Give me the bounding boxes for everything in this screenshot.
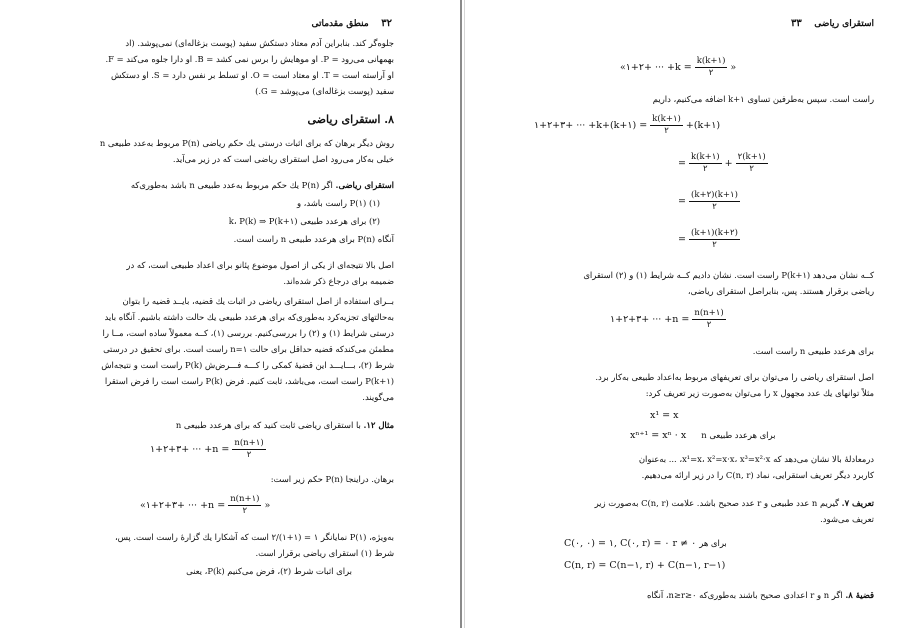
left-header-title: منطق مقدماتی <box>311 19 369 29</box>
conclusion-equation-fraction <box>692 308 725 331</box>
equation-2-tail: » <box>264 500 271 511</box>
chain-line-3: = $\frac{(k+۲)(k+۱)}{۲}$ <box>678 190 738 212</box>
last-line: برای اثبات شرط (۲)، فرض می‌کنیم P(k)، یعنی <box>186 566 352 576</box>
fraction-denominator: ۲ <box>706 320 712 330</box>
condition-1: (۱) P(۱) راست باشد، و <box>296 198 380 208</box>
definition-label: تعریف ۷. <box>841 498 874 508</box>
top-equation-fraction <box>695 56 728 79</box>
chain-1-lhs: ۱+۲+۳+ ··· +k+(k+۱) = <box>534 120 648 131</box>
equation-2-lhs: «۱+۲+۳+ ··· +n = <box>140 500 226 511</box>
right-header <box>791 18 874 29</box>
conclusion-equation-lhs: ۱+۲+۳+ ··· +n = <box>610 314 690 325</box>
c-definition-1 <box>564 538 727 549</box>
para2-line: شرط (۲)، بـــایـــد این قضیهٔ کمکی را کـــه فـــرض‌ش P(k) راست است و نتیجه‌اش <box>101 360 394 370</box>
principle-label: استقرای ریاضی. <box>335 180 394 190</box>
fraction-numerator: (k+۱)(k+۲) <box>691 228 738 238</box>
fraction-denominator: ۲ <box>703 164 708 174</box>
equation-1 <box>150 438 266 461</box>
top-equation-tail: » <box>730 62 737 73</box>
para2-line: درستی شرایط (۱) و (۲) را بررسی‌کنیم. بررسی (۱)، کــه معمولاً ساده است، مــا را <box>102 328 394 338</box>
gutter-edge <box>464 0 465 628</box>
example <box>176 420 394 430</box>
book-gutter <box>452 0 470 628</box>
fraction-numerator: ۲(k+۱) <box>737 152 766 162</box>
fraction-denominator: ۲ <box>712 240 717 250</box>
fraction-numerator: k(k+۱) <box>691 152 720 162</box>
definition-text-2: تعریف می‌شود. <box>820 514 874 524</box>
intro-line: سفید (پوست بزغاله‌ای) می‌پوشد = G.) <box>255 86 394 96</box>
para2-line: مطمئن می‌کندکه قضیه حداقل برای حالت n=۱ راست است. برای تحقیق در درستی <box>103 344 394 354</box>
theorem <box>647 590 874 600</box>
fraction-denominator: ۲ <box>749 164 754 174</box>
equation-2 <box>140 494 270 517</box>
fraction-numerator: n(n+۱) <box>234 438 264 448</box>
section-title: ۸. استقرای ریاضی <box>307 113 394 126</box>
right-page <box>470 0 914 628</box>
para2-line: می‌گویند. <box>362 392 394 402</box>
chain-1-fraction <box>650 114 683 137</box>
para1-line: ضمیمه برای درجاع ذکر شده‌اند. <box>283 276 394 286</box>
fraction-numerator: k(k+۱) <box>696 56 726 66</box>
pow-para-line: درمعادلهٔ بالا نشان می‌دهد که x¹=x، x²=x·x، x³=x²·x، ... به‌عنوان <box>638 454 874 464</box>
fraction-denominator: ۲ <box>246 450 252 460</box>
fraction-numerator: k(k+۱) <box>652 114 681 124</box>
right-page-number: ۳۳ <box>791 18 802 29</box>
para2-line: به‌حالتهای تجزیه‌کرد به‌طوری‌که برای هرعدد طبیعی یك حالت داشته باشیم. آنگاه باید <box>104 312 394 322</box>
power-def-2 <box>630 430 775 441</box>
last-line: به‌ویژه، P(۱) نمایانگر ۱ = (۱+۱)/۲ است که آشکارا یك گزارهٔ راست است. پس، <box>114 532 394 542</box>
theorem-label: قضیهٔ ۸. <box>845 590 874 600</box>
c-definition-1-text: برای هر <box>699 538 727 548</box>
gutter-shadow <box>460 0 462 628</box>
equation-1-lhs: ۱+۲+۳+ ··· +n = <box>150 444 230 455</box>
chain-4-fraction <box>689 228 740 251</box>
last-line: شرط (۱) استقرای ریاضی برقرار است. <box>255 548 394 558</box>
power-def-1: x¹ = x <box>650 410 679 421</box>
conclusion-equation <box>610 308 726 331</box>
condition-2-text: (۲) برای هرعدد طبیعی k، <box>228 216 380 226</box>
c-definition-2: C(n, r) = C(n−۱, r) + C(n−۱, r−۱) <box>564 560 726 571</box>
theorem-text: اگر n و r اعدادی صحیح باشند به‌طوری‌که n≥r≥۰، آنگاه <box>646 590 843 600</box>
fraction-denominator: ۲ <box>708 68 714 78</box>
principle-text: اگر P(n) یك حکم مربوط به‌عدد طبیعی n باشد به‌طوری‌که <box>130 180 333 190</box>
conclusion-line: برای هرعدد طبیعی n راست است. <box>752 346 874 356</box>
para1-line: اصل بالا نتیجه‌ای از یکی از اصول موضوع پئانو برای اعداد طبیعی است، که در <box>126 260 394 270</box>
left-header <box>311 18 392 29</box>
left-page-number: ۳۲ <box>381 18 392 29</box>
chain-2-fraction-a <box>689 152 722 175</box>
chain-line-2: = $\frac{k(k+۱)}{۲}$ + $\frac{۲(k+۱)}{۲}$ <box>678 152 766 174</box>
section-intro-line: روش دیگر برهان که برای اثبات درستی یك حکم ریاضی P(n) مربوط به‌عدد طبیعی n <box>99 138 394 148</box>
power-def-2-text: برای هرعدد طبیعی n <box>701 430 776 440</box>
intro-line: بهمهانی می‌رود = P. او موهایش را برس نمی کشد = B. او دارا جلوه می‌کند = F. <box>105 54 394 64</box>
chain-3-fraction <box>689 190 740 213</box>
top-equation <box>620 56 736 79</box>
condition-2 <box>229 216 380 226</box>
power-def-2-formula: xⁿ⁺¹ = xⁿ · x <box>630 430 687 441</box>
intro-line: او آراسته است = T. او معتاد است = O. او تسلط بر نفس دارد = S. او دستکش <box>110 70 394 80</box>
text-line: راست است. سپس به‌طرفین تساوی k+۱ اضافه می‌کنیم، داریم <box>652 94 874 104</box>
section-intro-line: خیلی به‌کار می‌رود اصل استقرای ریاضی است که در زیر می‌آید. <box>172 154 394 164</box>
chain-1-tail: +(k+۱) <box>685 120 721 131</box>
intro-line: جلوه‌گر کند. بنابراین آدم معتاد دستکش سفید (پوست بزغاله‌ای) نمی‌پوشد. (اد <box>125 38 394 48</box>
shown-line: کــه نشان می‌دهد P(k+۱) راست است. نشان دادیم کــه شرایط (۱) و (۲) استقرای <box>583 270 874 280</box>
pow-para-line: کاربرد دیگر تعریف استقرایی، نماد C(n, r) را در زیر ارائه می‌دهیم. <box>641 470 874 480</box>
chain-2-fraction-b <box>736 152 768 175</box>
definition-text: گیریم n عدد طبیعی و r عدد صحیح باشد. علامت C(n, r) به‌صورت زیر <box>594 498 839 508</box>
equation-2-fraction <box>228 494 261 517</box>
para2-line: P(k+۱) راست است، می‌باشد، ثابت کنیم. فرض P(k) راست است را فرض استقرا <box>104 376 394 386</box>
fraction-denominator: ۲ <box>242 506 248 516</box>
c-definition-1-formula: C(۰, ۰) = ۱, C(۰, r) = ۰ r ≠ ۰ <box>564 538 697 549</box>
chain-line-1 <box>534 114 720 137</box>
example-text: با استقرای ریاضی ثابت کنید که برای هرعدد طبیعی n <box>175 420 361 430</box>
chain-line-4: = $\frac{(k+۱)(k+۲)}{۲}$ <box>678 228 738 250</box>
proof-line: برهان. دراینجا P(n) حکم زیر است: <box>270 474 394 484</box>
fraction-denominator: ۲ <box>712 202 717 212</box>
left-page <box>0 0 452 628</box>
para2-line: بــرای استفاده از اصل استقرای ریاضی در اثبات یك قضیه، بایــد قضیه را بتوان <box>122 296 394 306</box>
right-header-title: استقرای ریاضی <box>814 19 874 29</box>
top-equation-lhs: «۱+۲+ ··· +k = <box>620 62 692 73</box>
fraction-numerator: n(n+۱) <box>694 308 724 318</box>
condition-2-formula: P(k) ⇒ P(k+۱) <box>239 216 298 226</box>
definition <box>595 498 874 508</box>
fraction-denominator: ۲ <box>664 126 669 136</box>
conclusion: آنگاه P(n) برای هرعدد طبیعی n راست است. <box>233 234 394 244</box>
fraction-numerator: n(n+۱) <box>230 494 260 504</box>
shown-line: ریاضی برقرار هستند. پس، بنابراصل استقرای ریاضی، <box>687 286 874 296</box>
principle <box>131 180 394 190</box>
def-para-line: اصل استقرای ریاضی را می‌توان برای تعریفهای مربوط به‌اعداد طبیعی به‌کار برد. <box>595 372 874 382</box>
equation-1-fraction <box>232 438 265 461</box>
def-para-line: مثلاً توانهای یك عدد مجهول x را می‌توان به‌صورت زیر تعریف کرد: <box>645 388 874 398</box>
fraction-numerator: (k+۲)(k+۱) <box>691 190 738 200</box>
example-label: مثال ۱۲. <box>363 420 394 430</box>
